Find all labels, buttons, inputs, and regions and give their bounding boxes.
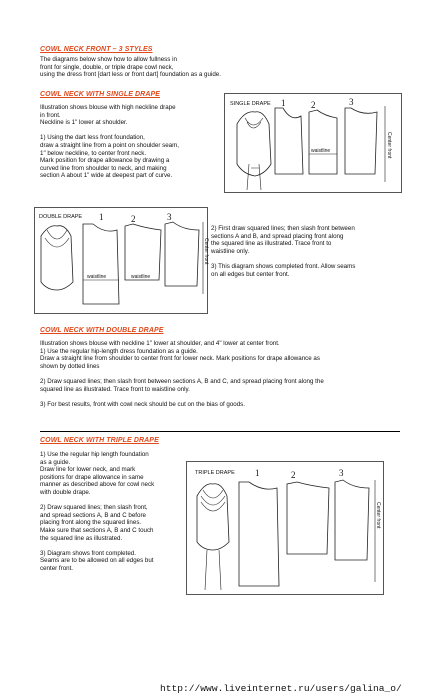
- waistline-label: waistline: [311, 148, 331, 154]
- center-front-label: Center front: [375, 502, 381, 529]
- pattern-piece-1: [275, 108, 303, 174]
- text-line: Make sure that sections A, B and C touch: [40, 526, 154, 534]
- intro-line: front for single, double, or triple drape cowl neck,: [40, 63, 174, 71]
- text-line: Illustration shows blouse with neckline 1" lower at shoulder, and 4" lower at center front.: [40, 340, 280, 347]
- blouse-sketch: [237, 112, 271, 176]
- double-drape-text: [40, 340, 324, 408]
- text-line: shown by dotted lines: [40, 362, 100, 370]
- double-drape-heading: COWL NECK WITH DOUBLE DRAPE: [40, 327, 164, 334]
- text-line: 3) For best results, front with cowl neck should be cut on the bias of goods.: [40, 400, 245, 408]
- text-line: the squared line as illustrated.: [40, 534, 123, 542]
- text-line: Neckline is 1" lower at shoulder.: [40, 119, 128, 127]
- text-line: [40, 370, 324, 378]
- single-drape-text: [40, 104, 179, 180]
- pattern-piece-2: [125, 224, 161, 280]
- triple-drape-diagram: [187, 462, 383, 594]
- figure-label: DOUBLE DRAPE: [39, 214, 83, 220]
- dress-sketch: [197, 484, 229, 550]
- intro-line: The diagrams below show how to allow fullness in: [40, 56, 177, 63]
- cowl-folds: [201, 490, 225, 511]
- step-number: 1: [99, 212, 104, 222]
- pattern-piece-3: [165, 222, 199, 286]
- text-line: 2) Draw squared lines; then slash front between sections A, B and C, and spread placing front along the: [40, 377, 324, 385]
- text-line: sections A and B, and spread placing front along: [211, 232, 344, 240]
- step-number: 1: [281, 98, 286, 108]
- text-line: [40, 542, 154, 550]
- waistline-label: waistline: [131, 274, 151, 280]
- text-line: as a guide.: [40, 458, 71, 466]
- step-number: 1: [255, 468, 260, 478]
- text-line: curved line from shoulder to neck, and making: [40, 164, 167, 172]
- text-line: section A about 1" wide at deepest part of curve.: [40, 172, 173, 180]
- intro-line: using the dress front [dart less or front dart] foundation as a guide.: [40, 71, 221, 79]
- text-line: [211, 255, 355, 263]
- text-line: 2) First draw squared lines; then slash front between: [211, 225, 355, 232]
- source-url[interactable]: http://www.liveinternet.ru/users/galina_o/: [160, 683, 402, 694]
- intro-paragraph: [40, 56, 221, 79]
- text-line: [40, 127, 179, 135]
- text-line: 3) Diagram shows front completed.: [40, 549, 136, 557]
- pattern-piece-2: [309, 110, 337, 174]
- single-drape-heading: COWL NECK WITH SINGLE DRAPE: [40, 91, 161, 98]
- double-drape-diagram: [35, 208, 207, 313]
- step-number: 3: [167, 212, 172, 222]
- text-line: 1" below neckline, to center front neck.: [40, 149, 147, 157]
- text-line: center front.: [40, 564, 74, 572]
- cowl-folds: [245, 118, 263, 128]
- waistline-label: waistline: [87, 274, 107, 280]
- pattern-piece-3: [345, 108, 377, 174]
- center-front-label: Center front: [203, 238, 209, 265]
- text-line: [40, 393, 324, 401]
- text-line: squared line as illustrated. Trace front to waistline only.: [40, 385, 190, 393]
- cowl-folds: [45, 230, 69, 247]
- step-number: 2: [291, 470, 296, 480]
- step-number: 2: [131, 214, 136, 224]
- text-line: 1) Use the regular hip length foundation: [40, 451, 149, 458]
- step-number: 3: [349, 97, 354, 107]
- pattern-piece-3: [335, 480, 369, 560]
- skirt-lines: [205, 550, 221, 590]
- single-drape-diagram: [225, 94, 401, 192]
- text-line: Mark position for drape allowance by drawing a: [40, 157, 170, 165]
- triple-drape-figure: [186, 461, 384, 595]
- pattern-piece-1: [83, 224, 119, 304]
- text-line: 3) This diagram shows completed front. Allow seams: [211, 262, 356, 270]
- text-line: 1) Using the dart less front foundation,: [40, 134, 145, 142]
- text-line: placing front along the squared lines.: [40, 519, 142, 527]
- pattern-piece-2: [287, 482, 329, 554]
- text-line: Draw line for lower neck, and mark: [40, 466, 136, 474]
- double-drape-side-text: [211, 225, 355, 278]
- text-line: 2) Draw squared lines; then slash front,: [40, 504, 148, 512]
- text-line: manner as described above for cowl neck: [40, 481, 155, 489]
- text-line: [40, 497, 154, 505]
- text-line: draw a straight line from a point on shoulder seam,: [40, 141, 179, 149]
- section-divider: [40, 431, 400, 432]
- center-front-label: Center front: [386, 132, 392, 159]
- text-line: Illustration shows blouse with high neckline drape: [40, 104, 176, 111]
- triple-drape-text: [40, 451, 154, 573]
- text-line: Draw a straight line from shoulder to center front for lower neck. Mark positions for drape allowance as: [40, 355, 320, 363]
- double-drape-figure: [34, 207, 208, 314]
- tie-belt: [247, 164, 261, 190]
- text-line: waistline only.: [211, 247, 250, 255]
- figure-label: SINGLE DRAPE: [230, 101, 271, 107]
- text-line: and spread sections A, B and C before: [40, 511, 146, 519]
- text-line: Seams are to be allowed on all edges but: [40, 557, 154, 565]
- text-line: with double drape.: [40, 488, 91, 496]
- text-line: 1) Use the regular hip-length dress foundation as a guide.: [40, 347, 198, 355]
- text-line: in front.: [40, 111, 61, 119]
- single-drape-figure: [224, 93, 402, 193]
- text-line: the squared line as illustrated. Trace front to: [211, 240, 332, 248]
- pattern-piece-1: [239, 482, 279, 586]
- text-line: positions for drape allowance in same: [40, 473, 144, 481]
- figure-label: TRIPLE DRAPE: [195, 470, 235, 476]
- step-number: 2: [311, 100, 316, 110]
- intro-heading: COWL NECK FRONT – 3 STYLES: [40, 46, 153, 53]
- step-number: 3: [339, 468, 344, 478]
- triple-drape-heading: COWL NECK WITH TRIPLE DRAPE: [40, 437, 159, 444]
- dress-sketch: [41, 226, 73, 290]
- text-line: on all edges but center front.: [211, 270, 290, 278]
